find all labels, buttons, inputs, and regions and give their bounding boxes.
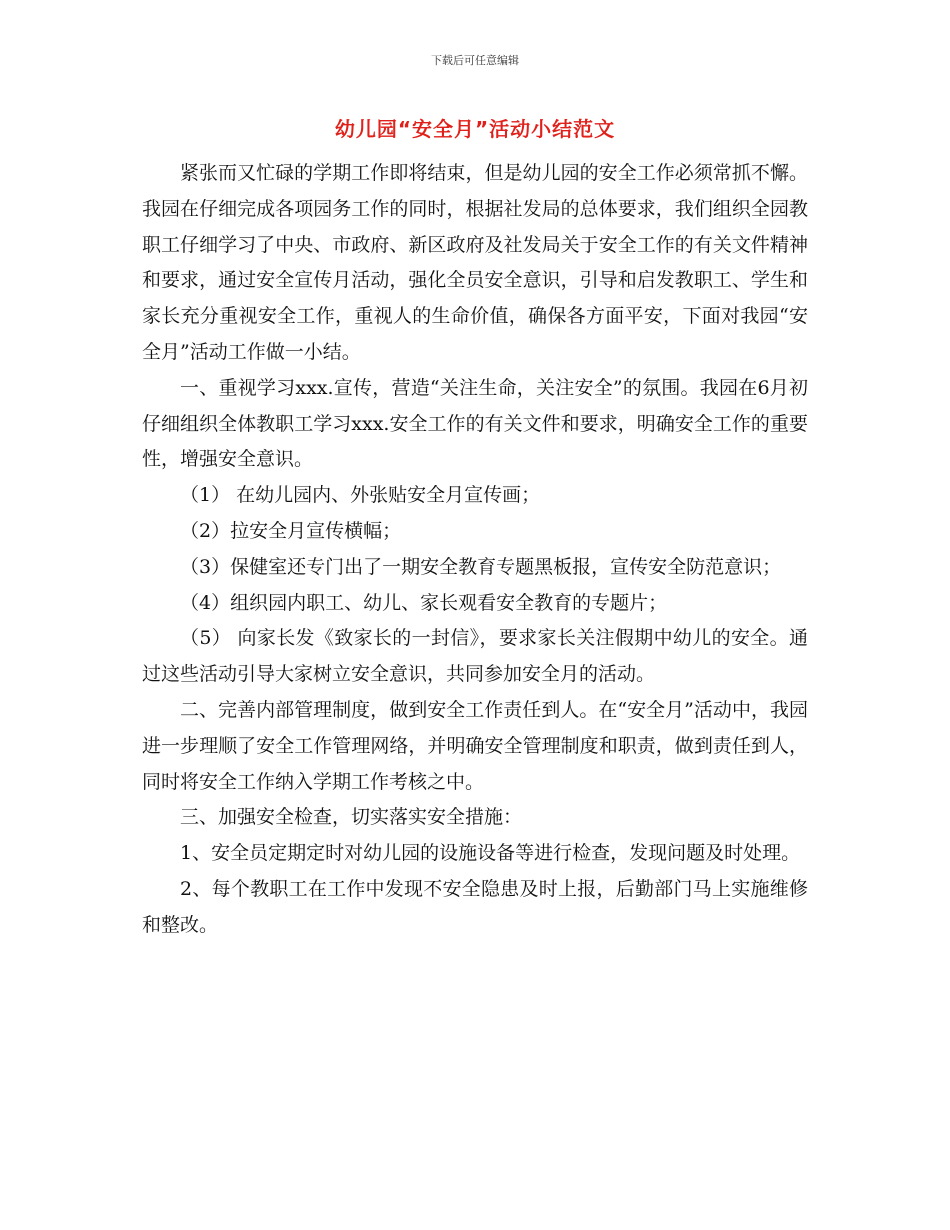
list-item-4: （4）组织园内职工、幼儿、家长观看安全教育的专题片； [180, 591, 668, 614]
paragraph-section-1: 一、重视学习xxx.宣传，营造“关注生命，关注安全”的氛围。我园在6月初仔细组织全体教职工学习xxx.安全工作的有关文件和要求，明确安全工作的重要性，增强安全意识。 [142, 376, 808, 471]
measure-item-1: 1、安全员定期定时对幼儿园的设施设备等进行检查，发现问题及时处理。 [180, 842, 801, 865]
document-body [142, 156, 808, 944]
list-item-1: （1） 在幼儿园内、外张贴安全月宣传画； [180, 484, 541, 507]
list-item-5: （5） 向家长发《致家长的一封信》，要求家长关注假期中幼儿的安全。通过这些活动引导大家树立安全意识，共同参加安全月的活动。 [142, 627, 808, 686]
list-item-3: （3）保健室还专门出了一期安全教育专题黑板报，宣传安全防范意识； [180, 555, 782, 578]
page-header: 下载后可任意编辑 [431, 54, 519, 67]
paragraph-intro: 紧张而又忙碌的学期工作即将结束，但是幼儿园的安全工作必须常抓不懈。我园在仔细完成各项园务工作的同时，根据社发局的总体要求，我们组织全园教职工仔细学习了中央、市政府、新区政府及社发局关于安全工作的有关文件精神和要求，通过安全宣传月活动，强化全员安全意识，引导和启发教职工、学生和家长充分重视安全工作，重视人的生命价值，确保各方面平安，下面对我园“安全月”活动工作做一小结。 [142, 162, 808, 363]
list-item-2: （2）拉安全月宣传横幅； [180, 519, 402, 542]
measure-item-2: 2、每个教职工在工作中发现不安全隐患及时上报，后勤部门马上实施维修和整改。 [142, 877, 808, 936]
paragraph-section-2: 二、完善内部管理制度，做到安全工作责任到人。在“安全月”活动中，我园进一步理顺了安全工作管理网络，并明确安全管理制度和职责，做到责任到人，同时将安全工作纳入学期工作考核之中。 [142, 698, 808, 793]
document-title: 幼儿园“安全月”活动小结范文 [334, 117, 616, 141]
paragraph-section-3: 三、加强安全检查，切实落实安全措施： [180, 806, 523, 829]
